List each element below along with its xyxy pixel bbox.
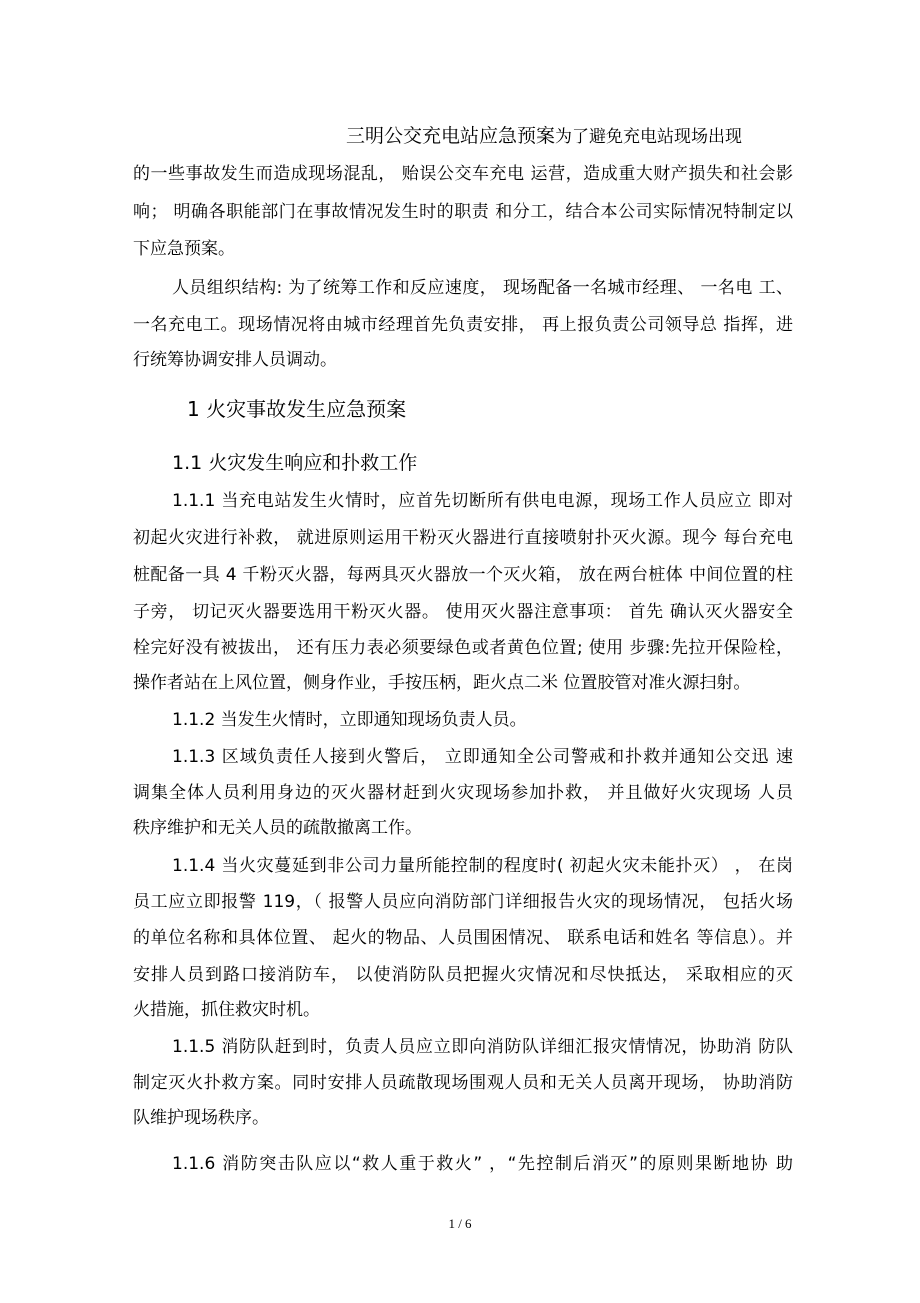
intro-line: 下应急预案。 <box>133 239 235 259</box>
para-1-1-4-line: 的单位名称和具体位置、 起火的物品、人员围困情况、 联系电话和姓名 等信息）。并 <box>133 928 793 948</box>
section-heading-1-1: 1.1 火灾发生响应和扑救工作 <box>172 452 418 474</box>
para-1-1-1-line: 子旁， 切记灭火器要选用干粉灭火器。 使用灭火器注意事项： 首先 确认灭火器安全 <box>133 602 793 622</box>
para-1-1-4-line: 火措施，抓住救灾时机。 <box>133 1000 320 1020</box>
para-1-1-3-line: 1.1.3 区域负责任人接到火警后， 立即通知全公司警戒和扑救并通知公交迅 速 <box>172 747 793 767</box>
para-1-1-4-line: 安排人员到路口接消防车， 以使消防队员把握火灾情况和尽快抵达， 采取相应的灭 <box>133 965 793 985</box>
intro-line: 响； 明确各职能部门在事故情况发生时的职责 和分工，结合本公司实际情况特制定以 <box>133 202 793 222</box>
para-1-1-5-line: 队维护现场秩序。 <box>133 1108 269 1128</box>
para-1-1-3-line: 秩序维护和无关人员的疏散撤离工作。 <box>133 818 422 838</box>
para-1-1-1-line: 1.1.1 当充电站发生火情时，应首先切断所有供电电源，现场工作人员应立 即对 <box>172 491 793 511</box>
para-1-1-1-line: 初起火灾进行补救， 就进原则运用干粉灭火器进行直接喷射扑灭火源。现今 每台充电 <box>133 528 793 548</box>
para-1-1-2: 1.1.2 当发生火情时，立即通知现场负责人员。 <box>172 710 527 730</box>
para-1-1-1-line: 桩配备一具 4 千粉灭火器，每两具灭火器放一个灭火箱， 放在两台桩体 中间位置的柱 <box>133 565 793 585</box>
org-line: 行统筹协调安排人员调动。 <box>133 350 337 370</box>
org-line: 人员组织结构: 为了统筹工作和反应速度， 现场配备一名城市经理、 一名电 工、 <box>172 278 793 298</box>
para-1-1-3-line: 调集全体人员利用身边的灭火器材赶到火灾现场参加扑救， 并且做好火灾现场 人员 <box>133 783 793 803</box>
org-line: 一名充电工。现场情况将由城市经理首先负责安排， 再上报负责公司领导总 指挥，进 <box>133 315 793 335</box>
para-1-1-1-line: 操作者站在上风位置，侧身作业，手按压柄，距火点二米 位置胶管对准火源扫射。 <box>133 673 751 693</box>
title-line <box>346 124 793 149</box>
para-1-1-1-line: 栓完好没有被拔出， 还有压力表必须要绿色或者黄色位置; 使用 步骤:先拉开保险栓， <box>133 638 793 658</box>
para-1-1-4-line: 1.1.4 当火灾蔓延到非公司力量所能控制的程度时( 初起火灾未能扑灭） ， 在岗 <box>172 856 793 876</box>
section-heading-1: 1 火灾事故发生应急预案 <box>187 397 407 421</box>
para-1-1-6-line: 1.1.6 消防突击队应以“救人重于救火” ，“先控制后消灭”的原则果断地协 助 <box>172 1154 793 1174</box>
para-1-1-5-line: 1.1.5 消防队赶到时，负责人员应立即向消防队详细汇报灾情情况，协助消 防队 <box>172 1037 793 1057</box>
page-number: 1 / 6 <box>448 1216 472 1231</box>
para-1-1-4-line: 员工应立即报警 119，（ 报警人员应向消防部门详细报告火灾的现场情况， 包括火场 <box>133 892 793 912</box>
document-title: 三明公交充电站应急预案 <box>346 125 556 147</box>
intro-line: 的一些事故发生而造成现场混乱， 贻误公交车充电 运营，造成重大财产损失和社会影 <box>133 164 793 184</box>
intro-first-text: 为了避免充电站现场出现 <box>555 127 743 147</box>
para-1-1-5-line: 制定灭火扑救方案。同时安排人员疏散现场围观人员和无关人员离开现场， 协助消防 <box>133 1073 793 1093</box>
